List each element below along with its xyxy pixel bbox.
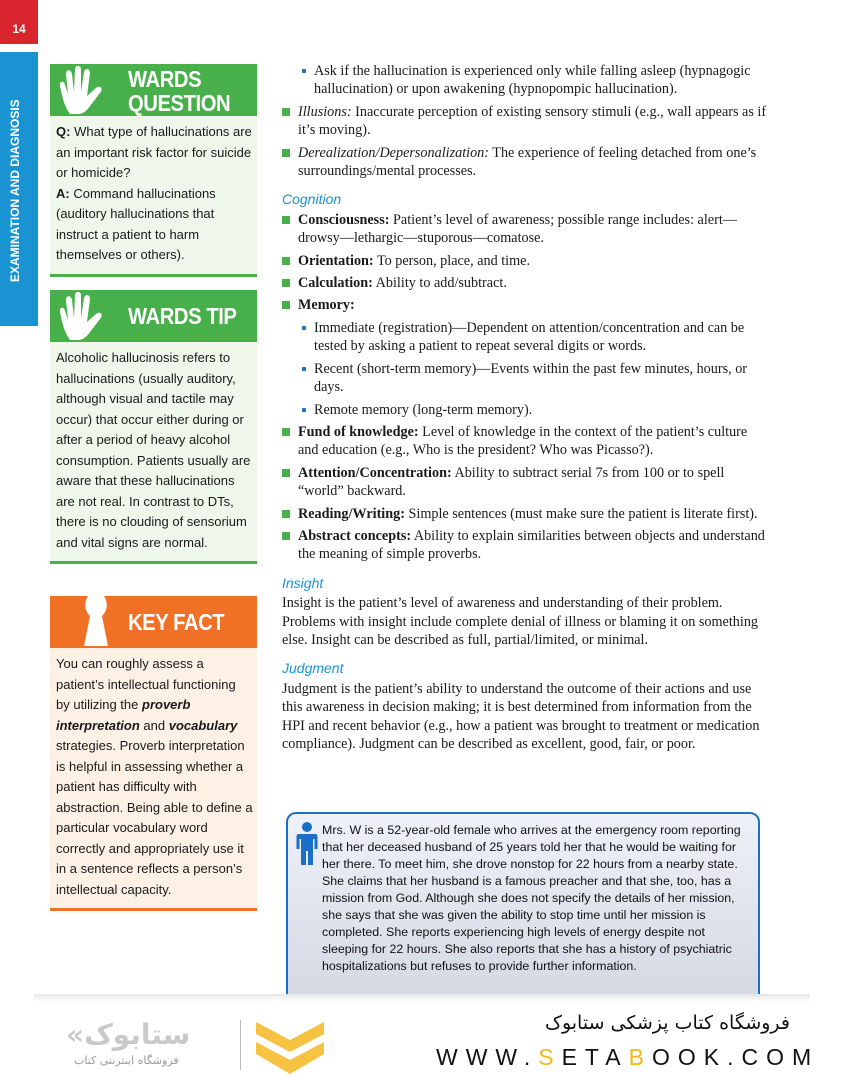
section-heading-judgment: Judgment [282,660,344,677]
url-part: B [628,1044,652,1070]
definition: Ability to subtract serial 7s from 100 or to spell “world” backward. [298,464,725,500]
term: Memory: [298,297,355,314]
bullet-attention [282,464,768,501]
chapter-side-tab [0,52,38,326]
hand-icon [56,292,116,342]
wards-question-box [50,64,257,277]
memory-sub-bullet: Immediate (registration)—Dependent on attention/concentration and can be tested by asking a patient to repeat several digits or words. [282,319,768,356]
divider [50,561,257,564]
key-fact-emph-2: vocabulary [168,717,238,733]
logo-text: «ستابوک [66,1018,191,1051]
term: Illusions: [298,103,352,120]
wards-tip-box [50,290,257,564]
definition: To person, place, and time. [373,252,530,269]
case-text: Mrs. W is a 52-year-old female who arrives at the emergency room reporting that her deceased husband of 25 years told her that he would be waiting for her there. To meet him, she drove nonstop for 22 hours from a nearby state. She claims that her husband is a famous preacher and that she, too, has a mission from God. Although she does not specify the details of her mission, she says that she was given the ability to stop time until her mission is completed. She reports experiencing high levels of energy despite not sleeping for 22 hours. She also reports that she has a history of psychiatric hospitalizations but refuses to provide further information. [322,823,741,973]
store-title: فروشگاه کتاب پزشکی ستابوک [544,1012,790,1034]
section-heading-cognition: Cognition [282,191,342,208]
bullet-illusions [282,103,768,140]
term: Consciousness: [298,211,390,228]
term: Calculation: [298,275,373,292]
page-number-text: 14 [12,22,26,36]
answer-label: A: [56,185,70,201]
wards-question-title-1: WARDS [128,66,202,92]
insight-paragraph: Insight is the patient’s level of awareness and understanding of their problem. Problems with insight include complete denial of illness or blaming it on something else. Insight can be described as full, partial/limited, or minimal. [282,595,759,648]
wards-question-header [50,64,257,116]
wards-tip-header [50,290,257,342]
hand-icon [56,66,116,116]
definition: Ability to add/subtract. [372,275,507,292]
page-shadow [34,994,810,1002]
hallucination-sub-bullet: Ask if the hallucination is experienced only while falling asleep (hypnagogic hallucination) or upon awakening (hypnopompic hallucination). [282,62,768,99]
chevron-logo-icon [252,1020,328,1076]
main-content [282,62,768,753]
bullet-consciousness [282,211,768,248]
clinical-case-box [286,812,760,994]
memory-sub-bullet: Recent (short-term memory)—Events within the past few minutes, hours, or days. [282,360,768,397]
bullet-reading-writing [282,505,768,523]
url-part: WWW. [436,1044,539,1070]
wards-question-body [50,116,257,274]
key-fact-header [50,596,257,648]
store-url[interactable] [436,1044,819,1071]
section-heading-insight: Insight [282,574,324,591]
key-fact-title: KEY FACT [128,609,225,635]
term: Reading/Writing: [298,505,405,522]
key-fact-box [50,596,257,911]
url-part: S [538,1044,562,1070]
definition: Ability to explain similarities between objects and understand the meaning of simple proverbs. [298,527,765,563]
bullet-memory [282,296,768,314]
key-fact-text-2: and [139,717,169,733]
footer-watermark [0,1002,844,1080]
setabook-logo [66,1014,336,1076]
wards-tip-title: WARDS TIP [128,303,237,329]
key-fact-text-1: You can roughly assess a patient’s intellectual functioning by utilizing the [56,656,236,712]
definition: Simple sentences (must make sure the patient is literate first). [404,505,758,522]
question-text: What type of hallucinations are an important risk factor for suicide or homicide? [56,124,252,180]
bullet-abstract-concepts [282,527,768,564]
chapter-title: EXAMINATION AND DIAGNOSIS [8,99,22,282]
term: Attention/Concentration: [298,464,452,481]
key-fact-body [50,648,257,908]
bullet-calculation [282,274,768,292]
term: Abstract concepts: [298,527,412,544]
keyhole-icon [64,596,124,646]
bullet-derealization [282,144,768,181]
key-fact-text-3: strategies. Proverb interpretation is helpful in assessing whether a patient has difficulty with abstraction. Being able to define a particular vocabulary word correctly and appropriately use it in a sentence reflects a person’s intellectual capacity. [56,738,253,897]
url-part: ETA [561,1044,629,1070]
definition: Level of knowledge in the context of the patient’s culture and education (e.g., Who is the president? Who was Picasso?). [298,423,748,459]
divider [50,908,257,911]
bullet-fund-of-knowledge [282,423,768,460]
question-label: Q: [56,124,71,139]
bullet-orientation [282,252,768,270]
logo-subtitle: فروشگاه اینترنتی کتاب [74,1054,179,1067]
wards-tip-text: Alcoholic hallucinosis refers to hallucinations (usually auditory, although visual and tactile may occur) that occur either during or after a period of heavy alcohol consumption. Patients usually are aware that these hallucinations are not real. In contrast to DTs, there is no clouding of sensorium and vital signs are normal. [50,342,257,561]
answer-text: Command hallucinations (auditory hallucinations that instruct a patient to harm themselves or others). [56,185,216,262]
term: Fund of knowledge: [298,423,419,440]
definition: Inaccurate perception of existing sensory stimuli (e.g., wall appears as if it’s moving). [298,103,767,139]
logo-divider [240,1020,241,1070]
key-fact-emph-1: proverb interpretation [56,697,191,733]
url-part: OOK.COM [651,1044,820,1070]
wards-question-title-2: QUESTION [128,90,231,116]
term: Orientation: [298,252,374,269]
definition: Patient’s level of awareness; possible range includes: alert—drowsy—lethargic—stuporous—comatose. [298,211,737,247]
divider [50,274,257,277]
definition: The experience of feeling detached from one’s surroundings/mental processes. [298,144,757,180]
memory-sub-bullet: Remote memory (long-term memory). [282,401,768,419]
judgment-paragraph: Judgment is the patient’s ability to understand the outcome of their actions and use this awareness in decision making; it is best determined from information from the HPI and recent behavior (e.g., how a patient was brought to treatment or medication compliance). Judgment can be described as excellent, good, fair, or poor. [282,680,760,752]
page-number [0,0,38,44]
term: Derealization/Depersonalization: [298,144,489,161]
person-icon [296,822,318,866]
